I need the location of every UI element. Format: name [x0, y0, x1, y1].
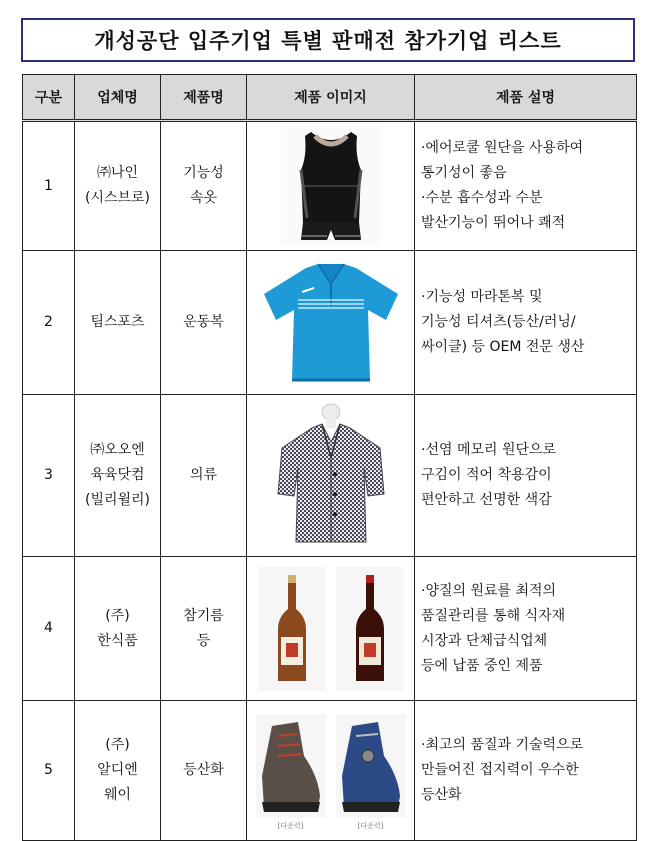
participant-table — [22, 74, 637, 841]
table-row — [23, 557, 637, 701]
product-description: ·에어로쿨 원단을 사용하여 통기성이 좋음 ·수분 흡수성과 수분 발산기능이 뛰어나 쾌적 — [415, 121, 637, 251]
company-name: ㈜오오엔 육육닷컴 (빌리윌리) — [75, 395, 161, 557]
row-number: 2 — [23, 251, 75, 395]
sports-top-image — [281, 126, 381, 246]
row-number: 3 — [23, 395, 75, 557]
product-description: ·기능성 마라톤복 및 기능성 티셔츠(등산/러닝/ 싸이클) 등 OEM 전문 생산 — [415, 251, 637, 395]
image-tag: [다운력] — [277, 821, 304, 830]
header-product: 제품명 — [161, 75, 247, 121]
page-title: 개성공단 입주기업 특별 판매전 참가기업 리스트 — [21, 18, 635, 62]
row-number: 4 — [23, 557, 75, 701]
row-number: 5 — [23, 701, 75, 841]
product-name: 운동복 — [161, 251, 247, 395]
oil-bottle-image — [258, 567, 326, 691]
header-company: 업체명 — [75, 75, 161, 121]
table-row — [23, 701, 637, 841]
product-image — [247, 121, 415, 251]
polo-shirt-image — [258, 260, 404, 386]
header-no: 구분 — [23, 75, 75, 121]
table-row — [23, 251, 637, 395]
header-description: 제품 설명 — [415, 75, 637, 121]
company-name: (주) 한식품 — [75, 557, 161, 701]
product-description: ·양질의 원료를 최적의 품질관리를 통해 식자재 시장과 단체급식업체 등에 납품 중인 제품 — [415, 557, 637, 701]
table-row — [23, 121, 637, 251]
product-name: 기능성 속옷 — [161, 121, 247, 251]
product-image — [247, 251, 415, 395]
hiking-shoe-image — [336, 714, 406, 830]
product-description: ·최고의 품질과 기술력으로 만들어진 접지력이 우수한 등산화 — [415, 701, 637, 841]
oil-bottle-image — [336, 567, 404, 691]
table-header-row — [23, 75, 637, 121]
table-row — [23, 395, 637, 557]
company-name: ㈜나인 (시스브로) — [75, 121, 161, 251]
row-number: 1 — [23, 121, 75, 251]
hiking-shoe-image — [256, 714, 326, 830]
product-description: ·선염 메모리 원단으로 구김이 적어 착용감이 편안하고 선명한 색감 — [415, 395, 637, 557]
product-name: 참기름 등 — [161, 557, 247, 701]
product-name: 등산화 — [161, 701, 247, 841]
image-tag: [다운력] — [357, 821, 384, 830]
company-name: (주) 알디엔 웨이 — [75, 701, 161, 841]
header-image: 제품 이미지 — [247, 75, 415, 121]
product-name: 의류 — [161, 395, 247, 557]
product-image — [247, 395, 415, 557]
company-name: 팀스포츠 — [75, 251, 161, 395]
checked-jacket-image — [272, 402, 390, 550]
product-image — [247, 701, 415, 841]
product-image — [247, 557, 415, 701]
